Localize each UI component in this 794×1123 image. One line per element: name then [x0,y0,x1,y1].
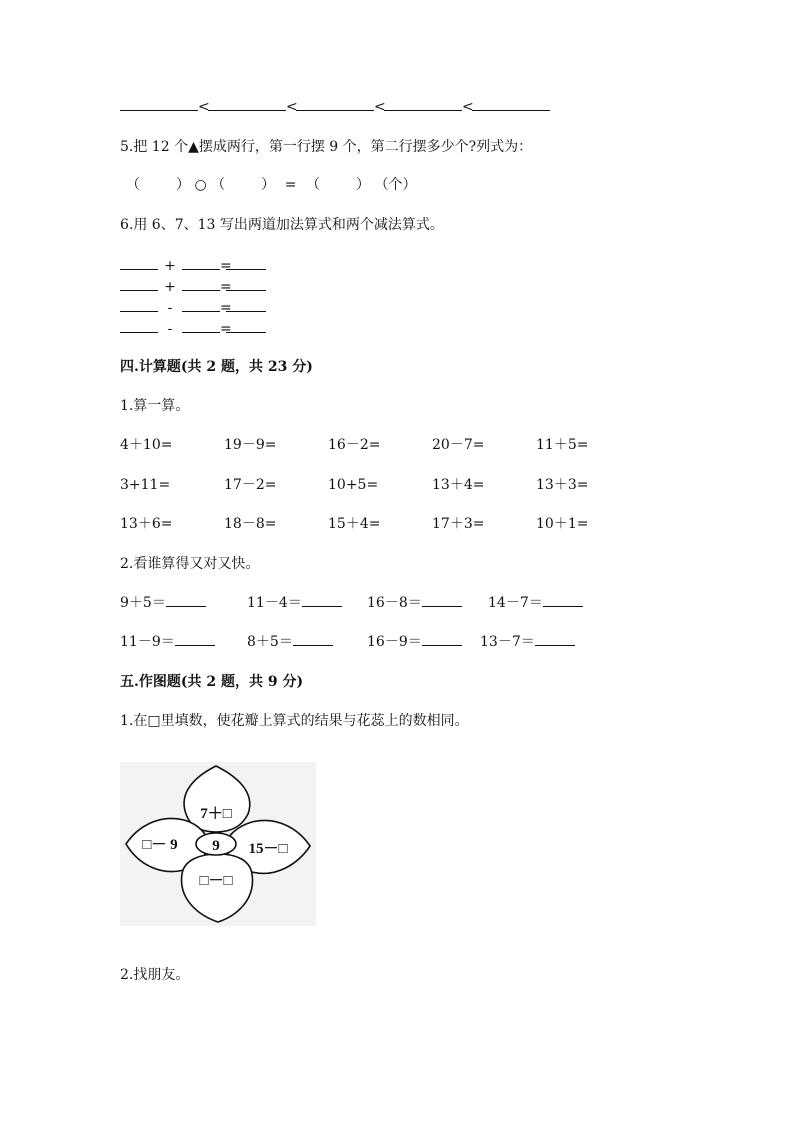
operator: + [164,279,176,295]
operator: + [164,258,176,274]
section-5-q2-title: 2.找朋友。 [120,967,190,983]
answer-blank[interactable] [302,594,342,607]
section-5-title: 五.作图题(共 2 题，共 9 分) [120,674,304,690]
equals-sign: = [220,321,232,337]
operator: - [167,300,173,316]
equals-sign: = [220,300,232,316]
section-4-q1-title: 1.算一算。 [120,398,190,414]
less-than-sign: < [286,99,298,115]
section-4-title: 四.计算题(共 2 题，共 23 分) [120,359,313,375]
blank[interactable] [182,299,220,312]
q6-row [120,299,266,317]
arith-item: 17－2= [224,477,277,493]
quick-calc-item [367,633,462,651]
expression: 9＋5＝ [120,595,166,611]
flower-figure [120,762,316,926]
arith-item: 20－7= [432,437,485,453]
paren-right: ） [176,177,190,193]
arith-item: 16－2= [328,437,381,453]
arith-item: 11＋5= [536,437,589,453]
chain-blank-4[interactable] [384,98,462,111]
q6-row [120,257,266,275]
blank-chain [120,98,550,116]
operator-circle[interactable]: ○ [194,177,207,193]
blank[interactable] [226,320,266,333]
arith-item: 3+11= [120,477,171,493]
expression: 16－9＝ [367,634,422,650]
unit-label: （个） [374,177,417,193]
arith-item: 13＋4= [432,477,485,493]
expression: 13－7＝ [480,634,535,650]
chain-blank-1[interactable] [120,98,198,111]
arith-item: 13＋3= [536,477,589,493]
quick-calc-item [247,594,342,612]
arith-item: 10＋1= [536,516,589,532]
blank[interactable] [226,278,266,291]
quick-calc-item [488,594,583,612]
paren-right: ） [261,177,276,193]
quick-calc-item [480,633,575,651]
operator: - [167,321,173,337]
flower-drawing [120,762,316,926]
quick-calc-item [120,594,206,612]
equals-sign: = [220,279,232,295]
answer-blank[interactable] [166,594,206,607]
arith-item: 4＋10= [120,437,173,453]
expression: 14－7＝ [488,595,543,611]
expression: 16－8＝ [367,595,422,611]
answer-blank[interactable] [175,633,215,646]
q6-row [120,320,266,338]
center-number: 9 [212,838,220,854]
answer-blank[interactable] [543,594,583,607]
petal-top [184,766,250,832]
blank[interactable] [226,299,266,312]
question-6-text: 6.用 6、7、13 写出两道加法算式和两个减法算式。 [120,217,444,233]
petal-top-expression: 7＋□ [200,806,232,822]
answer-blank[interactable] [422,633,462,646]
arith-item: 10+5= [328,477,379,493]
paren-right: ） [356,177,371,193]
equals-sign: = [220,258,232,274]
arith-item: 17＋3= [432,516,485,532]
petal-bottom-expression: □－□ [199,873,233,889]
answer-blank[interactable] [535,633,575,646]
chain-blank-5[interactable] [472,98,550,111]
chain-blank-3[interactable] [296,98,374,111]
answer-blank[interactable] [422,594,462,607]
q6-row [120,278,266,296]
less-than-sign: < [198,99,210,115]
petal-left-expression: □－ 9 [142,837,178,853]
chain-blank-2[interactable] [208,98,286,111]
arith-item: 19－9= [224,437,277,453]
arith-item: 13＋6= [120,516,173,532]
blank[interactable] [120,257,158,270]
question-5-equation [126,176,416,194]
expression: 11－9＝ [120,634,175,650]
paren-left: （ [211,177,226,193]
arith-item: 18－8= [224,516,277,532]
equals-sign: = [284,177,297,193]
blank[interactable] [120,299,158,312]
quick-calc-item [247,633,333,651]
section-5-q1-title: 1.在□里填数，使花瓣上算式的结果与花蕊上的数相同。 [120,713,469,729]
blank[interactable] [182,320,220,333]
blank[interactable] [120,320,158,333]
arith-item: 15＋4= [328,516,381,532]
paren-left: （ [126,177,140,193]
expression: 8＋5＝ [247,634,293,650]
answer-blank[interactable] [293,633,333,646]
quick-calc-item [120,633,215,651]
less-than-sign: < [462,99,474,115]
blank[interactable] [226,257,266,270]
blank[interactable] [182,257,220,270]
paren-left: （ [306,177,321,193]
quick-calc-item [367,594,462,612]
section-4-q2-title: 2.看谁算得又对又快。 [120,556,260,572]
less-than-sign: < [374,99,386,115]
expression: 11－4＝ [247,595,302,611]
blank[interactable] [120,278,158,291]
question-5-text: 5.把 12 个▲摆成两行，第一行摆 9 个，第二行摆多少个?列式为： [120,139,533,155]
petal-right-expression: 15－□ [248,841,288,857]
blank[interactable] [182,278,220,291]
